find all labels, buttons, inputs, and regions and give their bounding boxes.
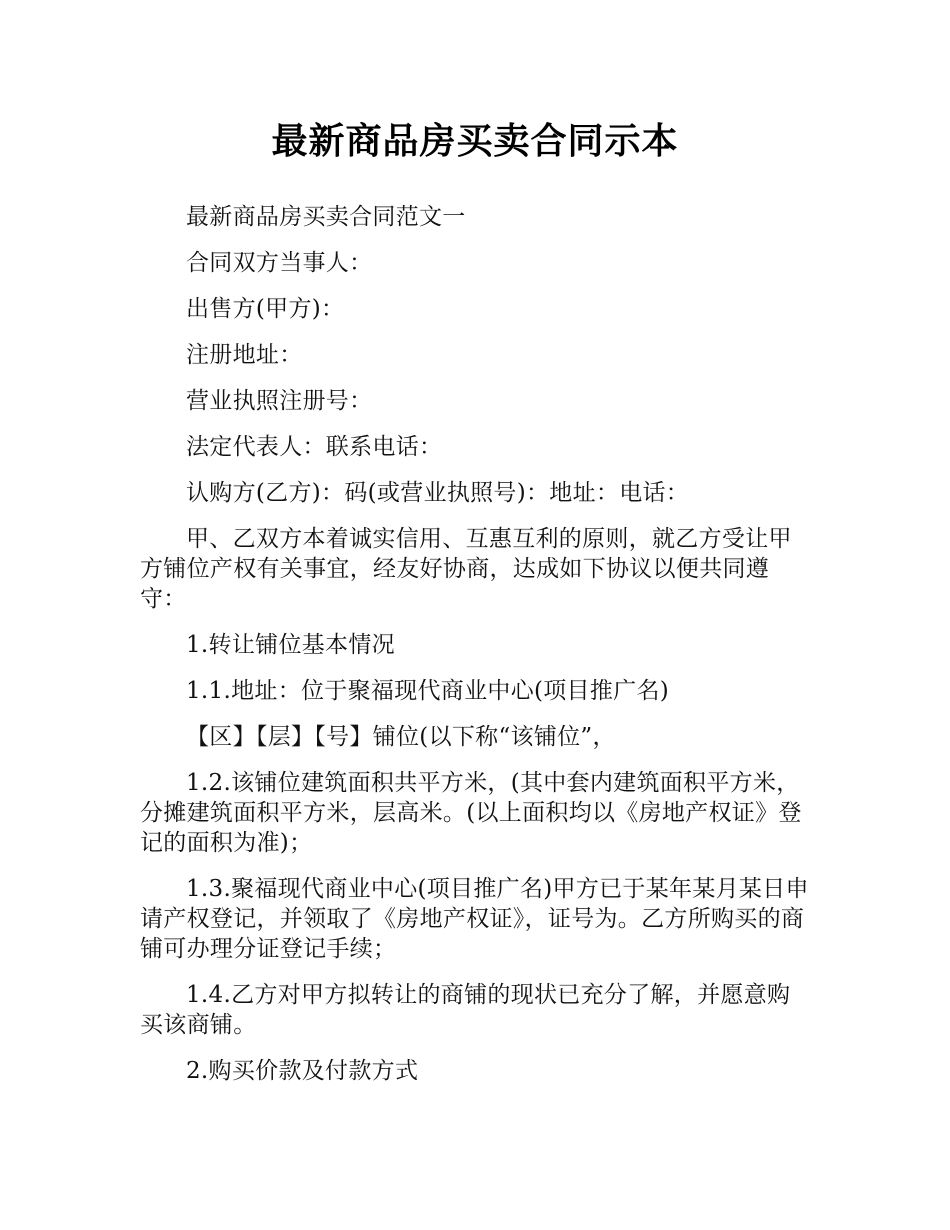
paragraph-registered-address: 注册地址：: [186, 342, 303, 368]
paragraph-buyer: 认购方(乙方)：码(或营业执照号)：地址：电话：: [186, 480, 690, 506]
paragraph-subtitle: 最新商品房买卖合同范文一: [186, 204, 466, 230]
paragraph-clause-1-1: 1.1.地址：位于聚福现代商业中心(项目推广名): [186, 678, 670, 704]
paragraph-shop-designation: 【区】【层】【号】铺位(以下称“该铺位”，: [186, 724, 616, 750]
paragraph-clause-1-2: 1.2.该铺位建筑面积共平方米，(其中套内建筑面积平方米，分摊建筑面积平方米，层高米。(以上面积均以《房地产权证》登记的面积为准)；: [140, 770, 802, 856]
paragraph-clause-1-4: 1.4.乙方对甲方拟转让的商铺的现状已充分了解，并愿意购买该商铺。: [140, 982, 791, 1038]
paragraph-section-2: 2.购买价款及付款方式: [186, 1058, 419, 1084]
paragraph-parties-heading: 合同双方当事人：: [186, 250, 373, 276]
paragraph-preamble: 甲、乙双方本着诚实信用、互惠互利的原则，就乙方受让甲方铺位产权有关事宜，经友好协商，达成如下协议以便共同遵守：: [140, 526, 792, 612]
paragraph-section-1: 1.转让铺位基本情况: [186, 632, 395, 658]
document-title: 最新商品房买卖合同示本: [271, 121, 679, 162]
paragraph-seller: 出售方(甲方)：: [186, 296, 345, 322]
paragraph-clause-1-3: 1.3.聚福现代商业中心(项目推广名)甲方已于某年某月某日申请产权登记，并领取了《房地产权证》，证号为。乙方所购买的商铺可办理分证登记手续；: [140, 876, 809, 962]
paragraph-legal-representative: 法定代表人：联系电话：: [186, 434, 443, 460]
paragraph-business-license: 营业执照注册号：: [186, 388, 373, 414]
